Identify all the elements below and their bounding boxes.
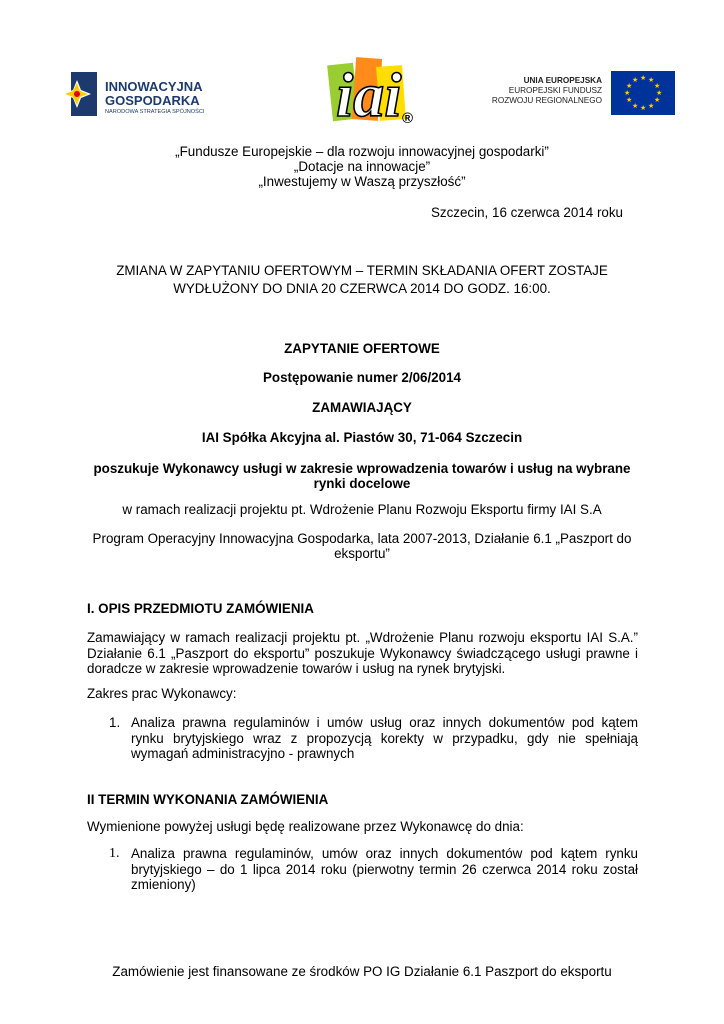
ig-emblem-icon <box>63 70 99 118</box>
program-line2: eksportu” <box>334 546 390 561</box>
ig-logo-line2: GOSPODARKA <box>105 93 200 108</box>
innowacyjna-gospodarka-logo <box>63 70 233 120</box>
section1-list <box>87 715 638 762</box>
section1-heading: I. OPIS PRZEDMIOTU ZAMÓWIENIA <box>87 601 314 616</box>
list-item-number: 1. <box>109 846 120 861</box>
ig-logo-line3: NARODOWA STRATEGIA SPÓJNOŚCI <box>105 109 205 115</box>
list-item-text: Analiza prawna regulaminów i umów usług oraz innych dokumentów pod kątem rynku brytyjskiego wraz z propozycją korekty w przypadku, gdy nie spełniają wymagań administracyjno - prawnych <box>131 715 638 761</box>
eu-text-block <box>480 76 602 106</box>
eu-flag-icon: ★ ★ ★ ★ ★ ★ ★ ★ ★ ★ ★ ★ <box>611 71 675 115</box>
slogan-3: „Inwestujemy w Waszą przyszłość” <box>258 174 466 189</box>
date-line: Szczecin, 16 czerwca 2014 roku <box>430 205 623 220</box>
change-notice-line2: WYDŁUŻONY DO DNIA 20 CZERWCA 2014 DO GODZ. 16:00. <box>173 281 551 296</box>
iai-registered-mark: ® <box>402 110 414 127</box>
change-notice-line1: ZMIANA W ZAPYTANIU OFERTOWYM – TERMIN SKŁADANIA OFERT ZOSTAJE <box>116 263 608 278</box>
seeking-line2: rynki docelowe <box>313 476 411 491</box>
list-item-text: Analiza prawna regulaminów, umów oraz innych dokumentów pod kątem rynku brytyjskiego – do 1 lipca 2014 roku (pierwotny termin 26 czerwca 2014 roku został zmieniony) <box>131 846 638 892</box>
program-line1: Program Operacyjny Innowacyjna Gospodarka, lata 2007-2013, Działanie 6.1 „Paszport do <box>92 531 632 546</box>
procedure-number: Postępowanie numer 2/06/2014 <box>263 370 461 385</box>
slogan-2: „Dotacje na innowacje” <box>293 159 431 174</box>
slogan-1: „Fundusze Europejskie – dla rozwoju innowacyjnej gospodarki” <box>175 144 549 159</box>
client-name: IAI Spółka Akcyjna al. Piastów 30, 71-064 Szczecin <box>201 430 523 445</box>
section1-paragraph: Zamawiający w ramach realizacji projektu pt. „Wdrożenie Planu rozwoju eksportu IAI S.A.” Działanie 6.1 „Paszport do eksportu” poszukuje Wykonawcy świadczącego usługi prawne i doradcze w zakresie wprowadzenie towarów i usług na rynek brytyjski. <box>87 630 638 676</box>
list-item <box>87 715 638 762</box>
scope-label: Zakres prac Wykonawcy: <box>87 686 237 701</box>
ig-logo-line1: INNOWACYJNA <box>105 79 203 94</box>
list-item <box>87 846 638 893</box>
project-line: w ramach realizacji projektu pt. Wdrożenie Planu Rozwoju Eksportu firmy IAI S.A <box>122 502 602 517</box>
section2-list <box>87 846 638 893</box>
page-footer: Zamówienie jest finansowane ze środków PO IG Działanie 6.1 Paszport do eksportu <box>112 964 612 979</box>
eu-line2: EUROPEJSKI FUNDUSZ <box>508 85 602 95</box>
iai-logo <box>326 54 422 130</box>
document-title: ZAPYTANIE OFERTOWE <box>284 341 440 356</box>
section2-heading: II TERMIN WYKONANIA ZAMÓWIENIA <box>87 792 329 807</box>
list-item-number: 1. <box>109 715 121 730</box>
eu-line1: UNIA EUROPEJSKA <box>523 76 602 85</box>
client-heading: ZAMAWIAJĄCY <box>312 400 412 415</box>
seeking-line1: poszukuje Wykonawcy usługi w zakresie wprowadzenia towarów i usług na wybrane <box>93 461 631 476</box>
section2-intro: Wymienione powyżej usługi będę realizowane przez Wykonawcę do dnia: <box>87 819 524 834</box>
eu-logo <box>480 71 676 115</box>
eu-line3: ROZWOJU REGIONALNEGO <box>491 95 602 105</box>
iai-logo-text: iai <box>336 62 402 130</box>
